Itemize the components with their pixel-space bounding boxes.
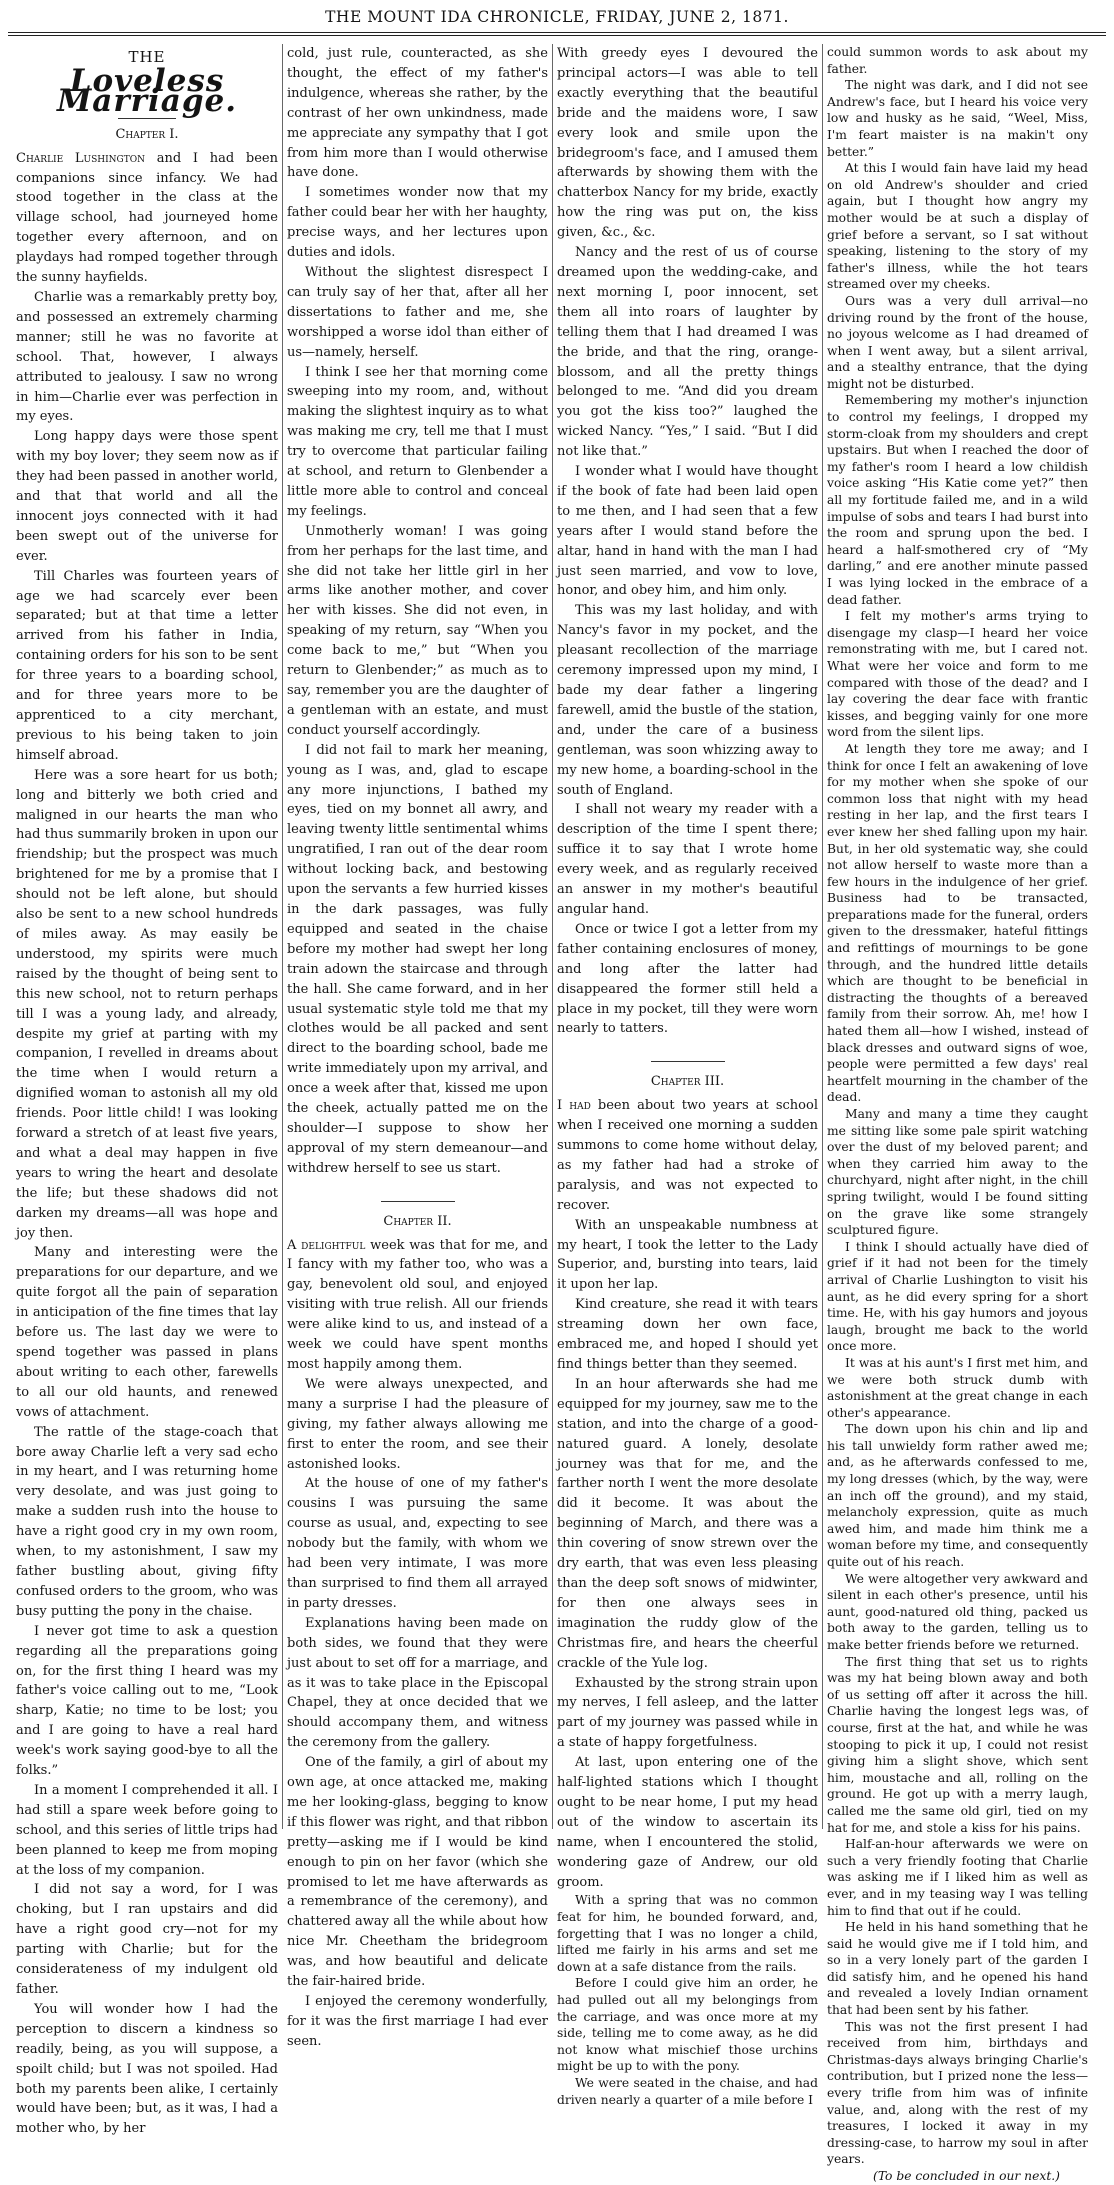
chapter-rule (651, 1061, 725, 1062)
paragraph: I think I should actually have died of grief if it had not been for the timely arrival of Charlie Lushington to visit his aunt, as he did every spring for a short time. He, with his gay humors and joyous laugh, brought me back to the world once more. (827, 1239, 1088, 1354)
paragraph: Charlie Lushington and I had been companions since infancy. We had stood together in the class at the village school, had journeyed home together every afternoon, and on playdays had romped together through the sunny hayfields. (16, 150, 279, 286)
paragraph: The down upon his chin and lip and his tall unwieldy form rather awed me; and, as he afterwards confessed to me, my long dresses (which, by the way, were an inch off the ground), and my staid, melancholy expression, quite as much awed him, and made him think me a woman before my time, and consequently quite out of his reach. (827, 1422, 1088, 1570)
paragraph: Till Charles was fourteen years of age we had scarcely ever been separated; but at that time a letter arrived from his father in India, containing orders for his son to be sent for three years to a boarding school, and for three years more to be apprenticed to a city merchant, previous to his being taken to join himself abroad. (16, 568, 278, 763)
story-title-the: THE (128, 48, 166, 66)
paragraph: We were always unexpected, and many a surprise I had the pleasure of giving, my father always allowing me first to enter the room, and see their astonished looks. (287, 1376, 548, 1472)
paragraph: I shall not weary my reader with a description of the time I spent there; suffice it to say that I wrote home every week, and as regularly received an answer in my mother's beautiful angular hand. (557, 802, 818, 917)
paragraph: Half-an-hour afterwards we were on such a very friendly footing that Charlie was asking me if I liked him as well as ever, and in my teasing way I was telling him to find that out if he could. (827, 1837, 1088, 1918)
paragraph: This was not the first present I had received from him, birthdays and Christmas-days always bringing Charlie's contribution, but I prized none the less—every trifle from him was of infinite value, and, along with the rest of my treasures, I locked it away in my dressing-case, to harrow my soul in after years. (827, 2019, 1088, 2167)
paragraph: Ours was a very dull arrival—no driving round by the front of the house, no joyous welcome as I had dreamed of when I went away, but a silent arrival, and a stealthy entrance, that the dying might not be disturbed. (827, 293, 1088, 391)
chapter-rule (381, 1201, 455, 1202)
paragraph: This was my last holiday, and with Nancy's favor in my pocket, and the pleasant recollection of the marriage ceremony impressed upon my mind, I bade my dear father a lingering farewell, amid the bustle of the station, and, under the care of a business gentleman, was soon whizzing away to my new home, a boarding-school in the south of England. (557, 603, 818, 798)
paragraph: I enjoyed the ceremony wonderfully, for it was the first marriage I had ever seen. (287, 1994, 548, 2049)
column-3 (552, 44, 822, 2107)
chapter-heading: Chapter II. (383, 1213, 452, 1229)
paragraph: The first thing that set us to rights was my hat being blown away and both of us setting off after it across the hill. Charlie having the longest legs was, of course, first at the hat, and while he was stooping to pick it up, I could not resist giving him a slight shove, which sent him, moustache and all, rolling on the ground. He got up with a merry laugh, called me the same old girl, tied on my hat for me, and stole a kiss for his pains. (827, 1654, 1088, 1835)
paragraph: Charlie was a remarkably pretty boy, and possessed an extremely charming manner; still he was no favorite at school. That, however, I always attributed to jealousy. I saw no wrong in him—Charlie ever was perfection in my eyes. (16, 289, 278, 425)
paragraph: I did not fail to mark her meaning, young as I was, and, glad to escape any more injunctions, I bathed my eyes, tied on my bonnet all awry, and leaving twenty little sentimental whims ungratified, I ran out of the dear room without locking back, and bestowing upon the servants a few hurried kisses in the dark passages, was fully equipped and seated in the chaise before my mother had swept her long train adown the staircase and through the hall. She came forward, and in her usual systematic style told me that my clothes would be all packed and sent direct to the boarding school, bade me write immediately upon my arrival, and once a week after that, kissed me upon the cheek, actually patted me on the shoulder—I suppose to show her approval of my stern demeanour—and withdrew herself to see us start. (287, 742, 548, 1176)
paragraph: In a moment I comprehended it all. I had still a spare week before going to school, and this series of little trips had been planned to keep me from moping at the loss of my companion. (16, 1782, 278, 1878)
paragraph: Many and many a time they caught me sitting like some pale spirit watching over the dust of my beloved parent; and when they carried him away to the churchyard, night after night, in the chill spring twilight, would I be found sitting on the grave like some strangely sculptured figure. (827, 1107, 1088, 1238)
paragraph: Explanations having been made on both sides, we found that they were just about to set off for a marriage, and as it was to take place in the Episcopal Chapel, they at once decided that we should accompany them, and witness the ceremony from the gallery. (287, 1615, 548, 1751)
masthead: THE MOUNT IDA CHRONICLE, FRIDAY, JUNE 2, 1871. (325, 8, 789, 26)
column-4 (822, 44, 1092, 2183)
paragraph: I did not say a word, for I was choking, but I ran upstairs and did have a right good cry—not for my parting with Charlie; but for the considerateness of my indulgent old father. (16, 1882, 278, 1997)
paragraph: cold, just rule, counteracted, as she thought, the effect of my father's indulgence, whereas she rather, by the contrast of her own unkindness, made me appreciate any sympathy that I got from him more than I would otherwise have done. (287, 46, 548, 181)
chapter-heading: Chapter III. (650, 1074, 725, 1090)
paragraph: Before I could give him an order, he had pulled out all my belongings from the carriage, and was once more at my side, telling me to come away, as he did not know what mischief those urchins might be up to with the pony. (557, 1976, 818, 2074)
paragraph: At the house of one of my father's cousins I was pursuing the same course as usual, and, expecting to see nobody but the family, with whom we had been very intimate, I was more than surprised to find them all arrayed in party dresses. (287, 1476, 548, 1611)
paragraph: I wonder what I would have thought if the book of fate had been laid open to me then, and I had seen that a few years after I would stand before the altar, hand in hand with the man I had just seen married, and vow to love, honor, and obey him, and him only. (557, 464, 818, 599)
paragraph: The night was dark, and I did not see Andrew's face, but I heard his voice very low and husky as he said, “Weel, Miss, I'm feart maister is na makin't ony better.” (827, 78, 1088, 159)
paragraph: I had been about two years at school when I received one morning a sudden summons to come home without delay, as my father had had a stroke of paralysis, and was not expected to recover. (557, 1098, 818, 1213)
to-be-concluded-note: (To be concluded in our next.) (873, 2169, 1060, 2183)
paragraph: Long happy days were those spent with my boy lover; they seem now as if they had been passed in another world, and that that world and all the innocent joys connected with it had been swept out of the universe for ever. (16, 429, 278, 564)
paragraph: Remembering my mother's injunction to control my feelings, I dropped my storm-cloak from my shoulders and crept upstairs. But when I reached the door of my father's room I heard a low childish voice asking “His Katie come yet?” then all my fortitude failed me, and in a wild impulse of sobs and tears I had burst into the room and sprung upon the bed. I heard a half-smothered cry of “My darling,” and ere another minute passed I was lying locked in the embrace of a dead father. (827, 393, 1088, 607)
paragraph: At length they tore me away; and I think for once I felt an awakening of love for my mother when she spoke of our common loss that night with my head resting in her lap, and the first tears I ever knew her shed falling upon my hair. But, in her old systematic way, she could not allow herself to waste more than a few hours in the indulgence of her grief. Business had to be transacted, preparations made for the funeral, orders given to the dressmaker, hateful fittings and refittings of mournings to be gone through, and the hundred little details which are thought to be beneficial in distracting the thoughts of a bereaved family from their sorrow. Ah, me! how I hated them all—how I wished, instead of black dresses and outward signs of woe, people were permitted a few days' real heartfelt mourning in the chamber of the dead. (827, 741, 1088, 1105)
paragraph: With an unspeakable numbness at my heart, I took the letter to the Lady Superior, and, bursting into tears, laid it upon her lap. (557, 1217, 818, 1293)
page-columns (12, 44, 1104, 2183)
paragraph: Unmotherly woman! I was going from her perhaps for the last time, and she did not take her little girl in her arms like another mother, and cover her with kisses. She did not even, in speaking of my return, say “When you come back to me,” but “When you return to Glenbender;” as much as to say, remember you are the daughter of a gentleman with an estate, and must conduct yourself accordingly. (287, 523, 548, 738)
paragraph: I never got time to ask a question regarding all the preparations going on, for the first thing I heard was my father's voice calling out to me, “Look sharp, Katie; no time to be lost; you and I are going to have a real hard week's work saying good-bye to all the folks.” (16, 1623, 278, 1779)
paragraph: We were altogether very awkward and silent in each other's presence, until his aunt, good-natured old thing, packed us both away to the garden, telling us to make better friends before we returned. (827, 1571, 1088, 1652)
paragraph: At last, upon entering one of the half-lighted stations which I thought ought to be near home, I put my head out of the window to ascertain its name, when I encountered the stolid, wondering gaze of Andrew, our old groom. (557, 1755, 818, 1890)
paragraph: In an hour afterwards she had me equipped for my journey, saw me to the station, and into the charge of a good-natured guard. A lonely, desolate journey was that for me, and the farther north I went the more desolate did it become. It was about the beginning of March, and there was a thin covering of snow strewn over the dry earth, that was even less pleasing than the deep soft snows of midwinter, for then one always sees in imagination the ruddy glow of the Christmas fire, and hears the cheerful crackle of the Yule log. (557, 1376, 818, 1671)
paragraph: Here was a sore heart for us both; long and bitterly we both cried and maligned in our hearts the man who had thus summarily broken in upon our friendship; but the prospect was much brightened for me by a promise that I should not be left alone, but should also be sent to a new school hundreds of miles away. As may easily be understood, my spirits were much raised by the thought of being sent to this new school, not to return perhaps till I was a young lady, and already, despite my grief at parting with my companion, I revelled in dreams about the time when I would return a dignified woman to astonish all my old friends. Poor little child! I was looking forward a stretch of at least five years, and what a deal may happen in five years to wring the heart and desolate the life; but these shadows did not darken my dreams—all was hope and joy then. (16, 767, 278, 1241)
masthead-rule-bottom (8, 35, 1106, 36)
column-2 (282, 44, 552, 2049)
paragraph: I think I see her that morning come sweeping into my room, and, without making the slightest inquiry as to what was making me cry, tell me that I must try to overcome that particular failing at school, and return to Glenbender a little more able to control and conceal my feelings. (287, 364, 548, 519)
paragraph: It was at his aunt's I first met him, and we were both struck dumb with astonishment at the great change in each other's appearance. (827, 1355, 1088, 1420)
paragraph: We were seated in the chaise, and had driven nearly a quarter of a mile before I (557, 2076, 818, 2107)
story-title: Loveless Marriage. (56, 62, 238, 119)
paragraph: Exhausted by the strong strain upon my nerves, I fell asleep, and the latter part of my journey was passed while in a state of happy forgetfulness. (557, 1675, 818, 1751)
paragraph: The rattle of the stage-coach that bore away Charlie left a very sad echo in my heart, and I was returning home very desolate, and was just going to make a sudden rush into the house to have a right good cry in my own room, when, to my astonishment, I saw my father bustling about, giving fifty confused orders to the groom, who was busy putting the pony in the chaise. (16, 1424, 278, 1619)
paragraph: could summon words to ask about my father. (827, 45, 1088, 76)
masthead-rule-top (8, 32, 1106, 33)
paragraph: He held in his hand something that he said he would give me if I told him, and so in a very lonely part of the garden I did satisfy him, and he opened his hand and revealed a lovely Indian ornament that had been sent by his father. (827, 1920, 1088, 2018)
paragraph: With a spring that was no common feat for him, he bounded forward, and, forgetting that I was no longer a child, lifted me fairly in his arms and set me down at a safe distance from the rails. (557, 1893, 818, 1974)
paragraph: With greedy eyes I devoured the principal actors—I was able to tell exactly everything that the beautiful bride and the maidens wore, I saw every look and smile upon the bridegroom's face, and I amused them afterwards by showing them with the chatterbox Nancy for my bride, exactly how the ring was put on, the kiss given, &c., &c. (557, 46, 818, 241)
paragraph: A delightful week was that for me, and I fancy with my father too, who was a gay, benevolent old soul, and enjoyed visiting with true relish. All our friends were alike kind to us, and instead of a week we could have spent months most happily among them. (287, 1237, 548, 1372)
paragraph: I felt my mother's arms trying to disengage my clasp—I heard her voice remonstrating with me, but I cared not. What were her voice and form to me compared with those of the dead? and I lay covering the dear face with frantic kisses, and begging vainly for one more word from the silent lips. (827, 609, 1088, 740)
paragraph: Nancy and the rest of us of course dreamed upon the wedding-cake, and next morning I, poor innocent, set them all into roars of laughter by telling them that I had dreamed I was the bride, and that the ring, orange-blossom, and all the pretty things belonged to me. “And did you dream you got the kiss too?” laughed the wicked Nancy. “Yes,” I said. “But I did not like that.” (557, 245, 818, 460)
paragraph: Many and interesting were the preparations for our departure, and we quite forgot all the pain of separation in anticipation of the fine times that lay before us. The last day we were to spend together was passed in plans about writing to each other, farewells to all our old haunts, and renewed vows of attachment. (16, 1245, 278, 1420)
paragraph: I sometimes wonder now that my father could bear her with her haughty, precise ways, and her lectures upon duties and idols. (287, 185, 548, 261)
paragraph: At this I would fain have laid my head on old Andrew's shoulder and cried again, but I thought how angry my mother would be at such a display of grief before a servant, so I sat without speaking, listening to the story of my father's illness, while the hot tears streamed over my cheeks. (827, 161, 1088, 292)
paragraph: Once or twice I got a letter from my father containing enclosures of money, and long after the latter had disappeared the former still held a place in my pocket, till they were worn nearly to tatters. (557, 921, 818, 1037)
paragraph: Without the slightest disrespect I can truly say of her that, after all her dissertations to father and me, she worshipped a worse idol than either of us—namely, herself. (287, 264, 548, 360)
column-1 (12, 44, 282, 2137)
paragraph: Kind creature, she read it with tears streaming down her own face, embraced me, and hoped I should yet find things better than they seemed. (557, 1297, 818, 1372)
paragraph: One of the family, a girl of about my own age, at once attacked me, making me her looking-glass, begging to know if this flower was right, and that ribbon pretty—asking me if I would be kind enough to pin on her favor (which she promised to let me have afterwards as a remembrance of the ceremony), and chattered away all the while about how nice Mr. Cheetham the bridegroom was, and how beautiful and delicate the fair-haired bride. (287, 1755, 548, 1990)
chapter-heading: Chapter I. (16, 118, 278, 145)
paragraph: You will wonder how I had the perception to discern a kindness so readily, being, as you will suppose, a spoilt child; but I was not spoiled. Had both my parents been alike, I certainly would have been; but, as it was, I had a mother who, by her (16, 2001, 278, 2137)
